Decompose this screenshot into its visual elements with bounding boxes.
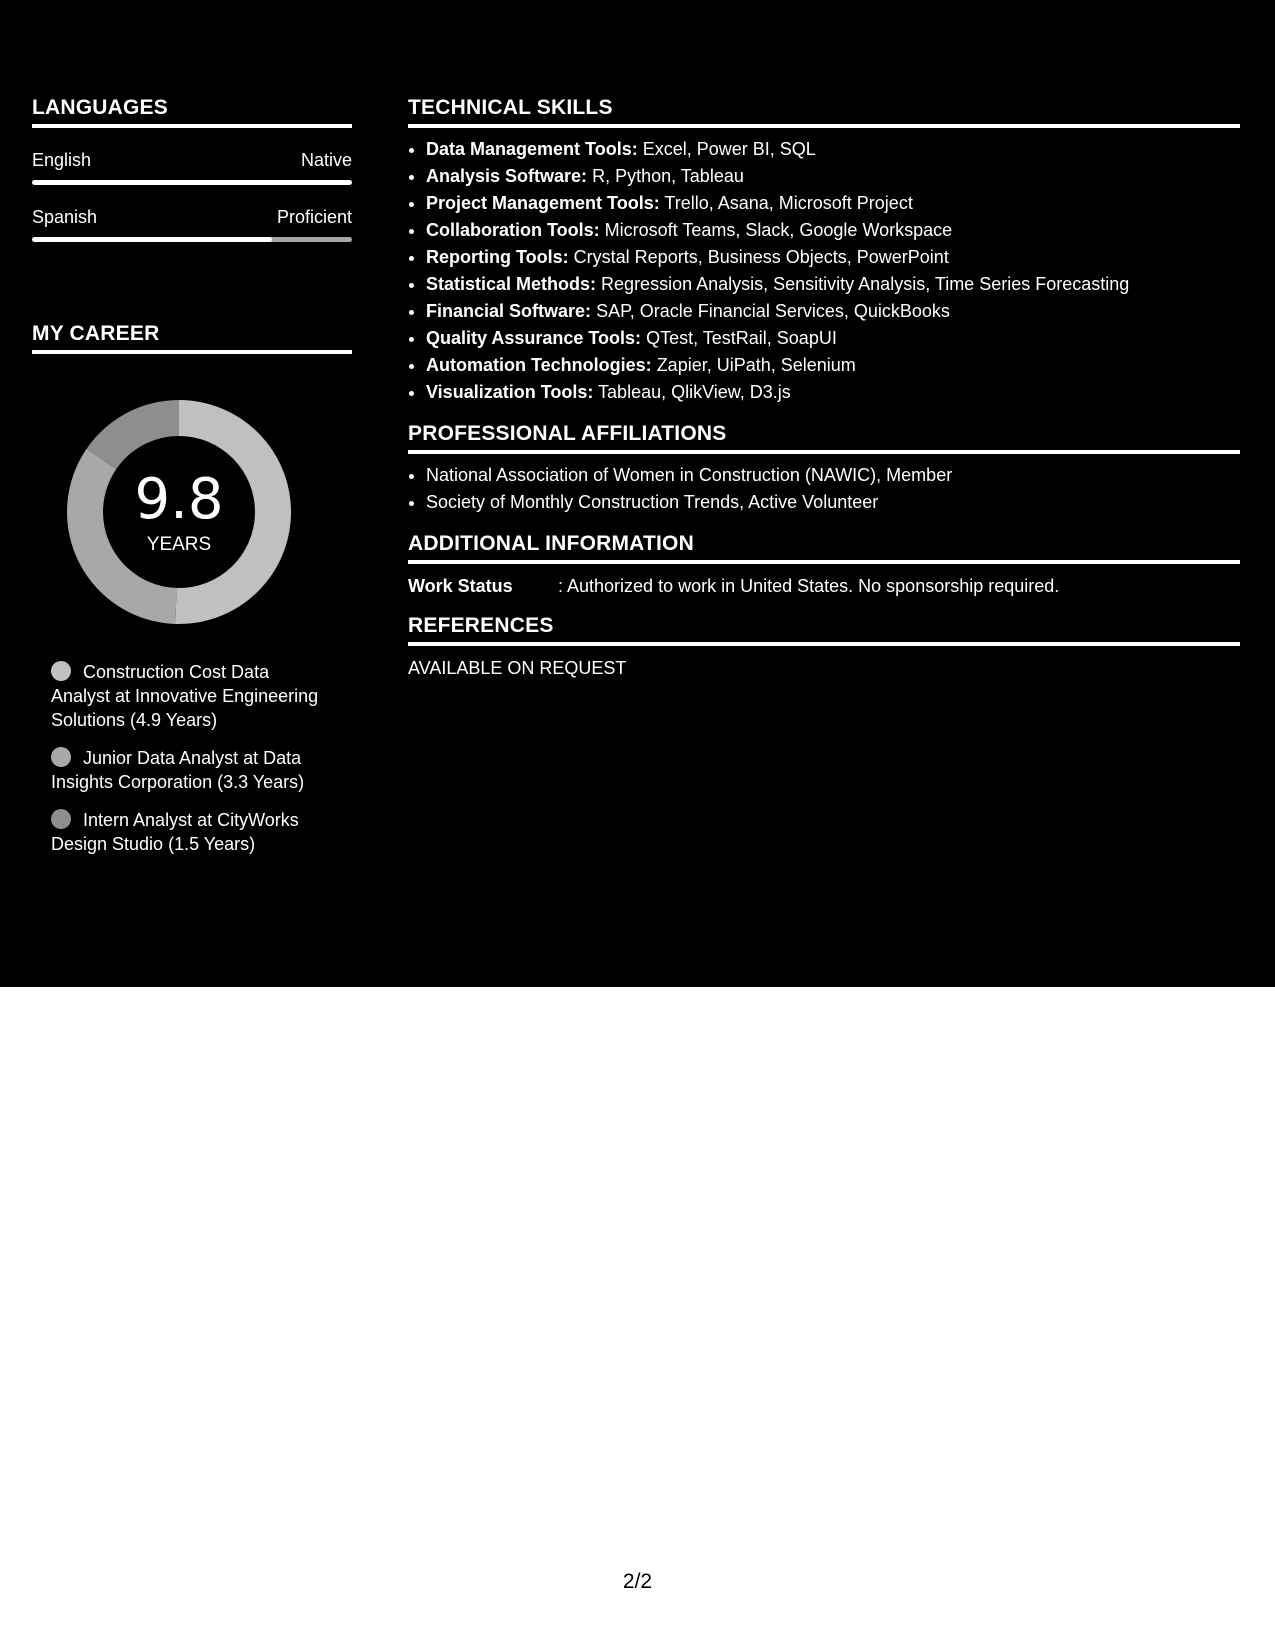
- technical-skills-list: [408, 136, 1240, 406]
- language-item: [32, 150, 352, 185]
- skill-item: [426, 298, 1240, 325]
- skill-value: Microsoft Teams, Slack, Google Workspace: [604, 220, 953, 240]
- work-status-label: Work Status: [408, 576, 513, 596]
- language-level: Proficient: [276, 207, 352, 227]
- skill-label: Collaboration Tools:: [426, 220, 600, 240]
- page-number: 2/2: [622, 1570, 653, 1593]
- language-proficiency-bar: [32, 237, 352, 242]
- skill-label: Quality Assurance Tools:: [426, 328, 642, 348]
- career-donut-chart: [67, 400, 291, 624]
- references-title: REFERENCES: [408, 614, 1240, 646]
- language-proficiency-bar: [32, 180, 352, 185]
- skill-value: Regression Analysis, Sensitivity Analysis, Time Series Forecasting: [601, 274, 1130, 294]
- skill-label: Reporting Tools:: [426, 247, 569, 267]
- skill-item: [426, 325, 1240, 352]
- career-legend-text: Junior Data Analyst at Data Insights Corporation (3.3 Years): [51, 748, 305, 792]
- affiliations-title: PROFESSIONAL AFFILIATIONS: [408, 422, 1240, 454]
- legend-dot-icon: [51, 809, 71, 829]
- skill-label: Visualization Tools:: [426, 382, 594, 402]
- skill-label: Statistical Methods:: [426, 274, 597, 294]
- work-status-row: [408, 574, 1240, 598]
- affiliations-list: [408, 462, 1240, 516]
- affiliation-item: • National Association of Women in Construction (NAWIC), Member: [426, 462, 1240, 489]
- career-legend-item: [51, 808, 331, 856]
- skill-value: SAP, Oracle Financial Services, QuickBooks: [596, 301, 950, 321]
- skill-label: Data Management Tools:: [426, 139, 638, 159]
- skill-label: Financial Software:: [426, 301, 592, 321]
- skill-item: [426, 163, 1240, 190]
- skill-value: Trello, Asana, Microsoft Project: [664, 193, 913, 213]
- right-column: [408, 96, 1240, 680]
- skill-value: R, Python, Tableau: [592, 166, 744, 186]
- donut-center: [67, 400, 291, 624]
- skill-item: [426, 136, 1240, 163]
- skill-label: Analysis Software:: [426, 166, 588, 186]
- skill-value: Tableau, QlikView, D3.js: [598, 382, 791, 402]
- legend-dot-icon: [51, 661, 71, 681]
- skill-item: [426, 190, 1240, 217]
- skill-label: Automation Technologies:: [426, 355, 652, 375]
- skill-item: [426, 271, 1240, 298]
- skill-value: Excel, Power BI, SQL: [642, 139, 816, 159]
- affiliation-item: • Society of Monthly Construction Trends, Active Volunteer: [426, 489, 1240, 516]
- languages-title: LANGUAGES: [32, 96, 352, 128]
- career-legend-text: Construction Cost Data Analyst at Innovative Engineering Solutions (4.9 Years): [51, 662, 319, 730]
- career-legend-item: [51, 660, 331, 732]
- language-proficiency-fill: [32, 237, 272, 242]
- legend-dot-icon: [51, 747, 71, 767]
- skill-item: [426, 244, 1240, 271]
- work-status-value: : Authorized to work in United States. No sponsorship required.: [558, 576, 1060, 596]
- skill-value: Crystal Reports, Business Objects, PowerPoint: [573, 247, 949, 267]
- career-legend-text: Intern Analyst at CityWorks Design Studio (1.5 Years): [51, 810, 299, 854]
- additional-info-title: ADDITIONAL INFORMATION: [408, 532, 1240, 564]
- language-proficiency-fill: [32, 180, 352, 185]
- career-title: MY CAREER: [32, 322, 352, 354]
- left-column: [32, 96, 352, 870]
- language-item: [32, 207, 352, 242]
- references-text: AVAILABLE ON REQUEST: [408, 658, 627, 678]
- language-level: Native: [300, 150, 352, 170]
- skill-item: [426, 379, 1240, 406]
- career-legend: [51, 660, 331, 856]
- skill-item: [426, 352, 1240, 379]
- language-name: English: [32, 150, 92, 170]
- language-name: Spanish: [32, 207, 98, 227]
- skill-item: [426, 217, 1240, 244]
- skill-value: QTest, TestRail, SoapUI: [646, 328, 837, 348]
- skill-label: Project Management Tools:: [426, 193, 660, 213]
- skill-value: Zapier, UiPath, Selenium: [656, 355, 856, 375]
- technical-skills-title: TECHNICAL SKILLS: [408, 96, 1240, 128]
- career-total-unit: YEARS: [146, 534, 212, 555]
- career-legend-item: [51, 746, 331, 794]
- career-total-years: 9.8: [134, 467, 224, 532]
